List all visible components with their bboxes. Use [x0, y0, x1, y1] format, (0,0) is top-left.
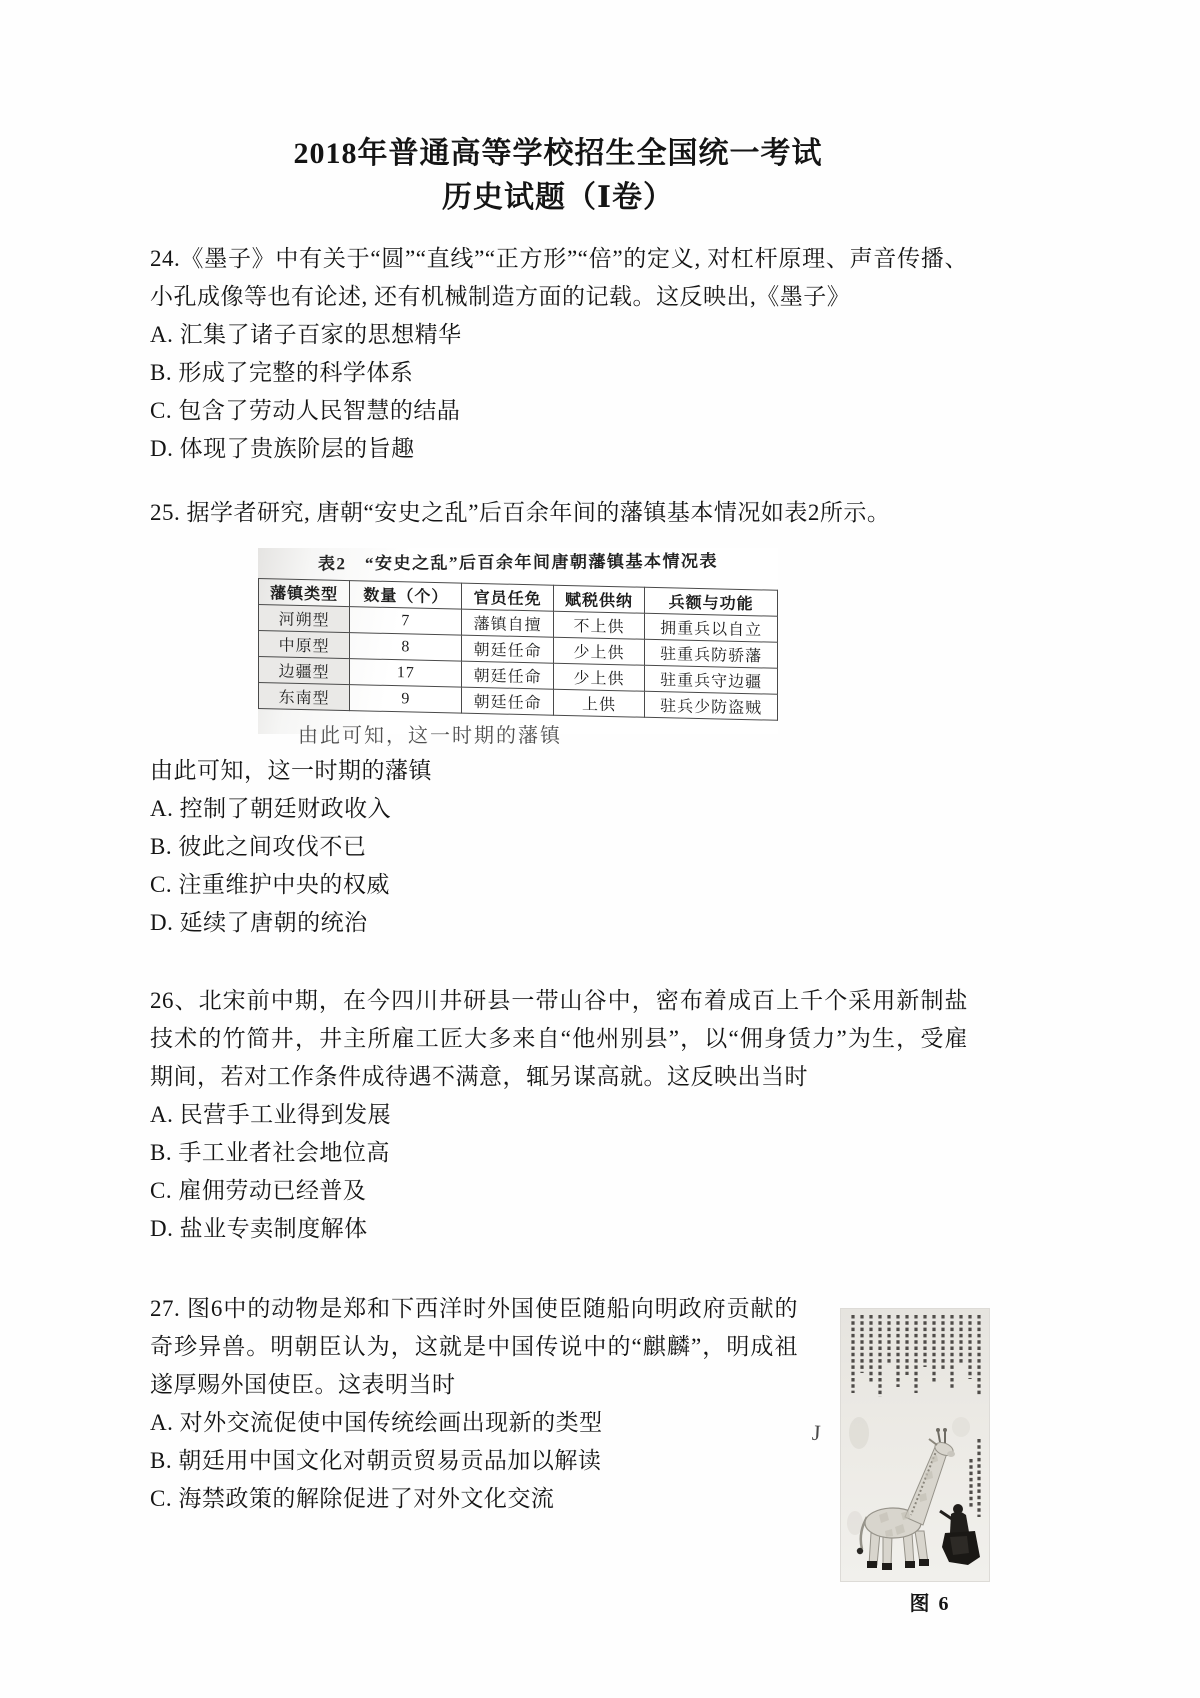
table-cell: 少上供 — [553, 637, 644, 665]
table-header-cell: 兵额与功能 — [645, 587, 778, 616]
question-25-option-a: A. 控制了朝廷财政收入 — [150, 796, 392, 821]
table-cell: 9 — [350, 685, 462, 714]
table-cell: 8 — [350, 633, 462, 662]
exam-title — [150, 132, 966, 220]
question-26-option-b: B. 手工业者社会地位高 — [150, 1140, 390, 1165]
table-cell: 拥重兵以自立 — [645, 613, 778, 642]
table-cell: 驻重兵守边疆 — [645, 665, 778, 694]
question-27-stem: 27. 图6中的动物是郑和下西洋时外国使臣随船向明政府贡献的奇珍异兽。明朝臣认为，这就是中国传说中的“麒麟”，明成祖遂厚赐外国使臣。这表明当时 — [150, 1296, 798, 1397]
question-24-option-b: B. 形成了完整的科学体系 — [150, 360, 414, 385]
table-header-cell: 官员任免 — [462, 583, 553, 611]
table2-caption: 表2 “安史之乱”后百余年间唐朝藩镇基本情况表 — [317, 551, 719, 574]
table-cell: 上供 — [553, 689, 644, 717]
question-25-option-c: C. 注重维护中央的权威 — [150, 872, 390, 897]
table2 — [258, 578, 778, 721]
scan-artifact-mark: J — [811, 1419, 822, 1446]
question-25-lead: 由此可知，这一时期的藩镇 — [150, 758, 432, 783]
question-25-stem: 25. 据学者研究, 唐朝“安史之乱”后百余年间的藩镇基本情况如表2所示。 — [150, 500, 891, 525]
table-header-cell: 数量（个） — [350, 581, 462, 610]
question-27 — [150, 1290, 798, 1518]
table-cell: 朝廷任命 — [462, 635, 553, 663]
exam-subtitle: 历史试题（Ⅰ卷） — [441, 181, 675, 214]
question-27-option-c: C. 海禁政策的解除促进了对外文化交流 — [150, 1486, 555, 1511]
table-cell: 驻兵少防盗贼 — [645, 691, 778, 720]
table-cell: 7 — [350, 607, 462, 636]
table2-cutoff-line: 由此可知，这一时期的藩镇 — [298, 725, 562, 747]
figure6 — [840, 1308, 988, 1616]
question-26-option-d: D. 盐业专卖制度解体 — [150, 1216, 368, 1241]
table-cell: 河朔型 — [259, 605, 350, 633]
question-26-option-c: C. 雇佣劳动已经普及 — [150, 1178, 367, 1203]
table-cell: 17 — [350, 659, 462, 688]
question-24-option-d: D. 体现了贵族阶层的旨趣 — [150, 436, 415, 461]
question-25-body — [150, 752, 968, 942]
question-26-stem: 26、北宋前中期，在今四川井研县一带山谷中，密布着成百上千个采用新制盐技术的竹简井，井主所雇工匠大多来自“他州别县”，以“佣身赁力”为生，受雇期间，若对工作条件成待遇不满意，辄另谋高就。这反映出当时 — [150, 988, 968, 1089]
table-header-cell: 藩镇类型 — [259, 579, 350, 607]
table-cell: 藩镇自擅 — [462, 609, 553, 637]
table-cell: 不上供 — [553, 611, 644, 639]
question-24-option-c: C. 包含了劳动人民智慧的结晶 — [150, 398, 461, 423]
figure6-label: 图 6 — [909, 1593, 951, 1615]
question-26-option-a: A. 民营手工业得到发展 — [150, 1102, 392, 1127]
page-title: 2018年普通高等学校招生全国统一考试 — [293, 137, 823, 170]
table-cell: 少上供 — [553, 663, 644, 691]
table-cell: 朝廷任命 — [462, 661, 553, 689]
table-cell: 边疆型 — [259, 657, 350, 685]
question-27-option-a: A. 对外交流促使中国传统绘画出现新的类型 — [150, 1410, 603, 1435]
table2-scan-image — [258, 548, 778, 747]
question-24-stem: 24.《墨子》中有关于“圆”“直线”“正方形”“倍”的定义, 对杠杆原理、声音传播、小孔成像等也有论述, 还有机械制造方面的记载。这反映出,《墨子》 — [150, 246, 968, 309]
question-27-option-b: B. 朝廷用中国文化对朝贡贸易贡品加以解读 — [150, 1448, 602, 1473]
table-cell: 朝廷任命 — [462, 687, 553, 715]
table-cell: 东南型 — [259, 683, 350, 711]
table-header-cell: 赋税供纳 — [553, 585, 644, 613]
table-cell: 中原型 — [259, 631, 350, 659]
question-25-option-b: B. 彼此之间攻伐不已 — [150, 834, 367, 859]
table-cell: 驻重兵防骄藩 — [645, 639, 778, 668]
giraffe-painting — [840, 1308, 990, 1582]
question-25-option-d: D. 延续了唐朝的统治 — [150, 910, 368, 935]
question-25 — [150, 494, 968, 532]
question-24 — [150, 240, 968, 468]
question-24-option-a: A. 汇集了诸子百家的思想精华 — [150, 322, 462, 347]
question-26 — [150, 982, 968, 1248]
